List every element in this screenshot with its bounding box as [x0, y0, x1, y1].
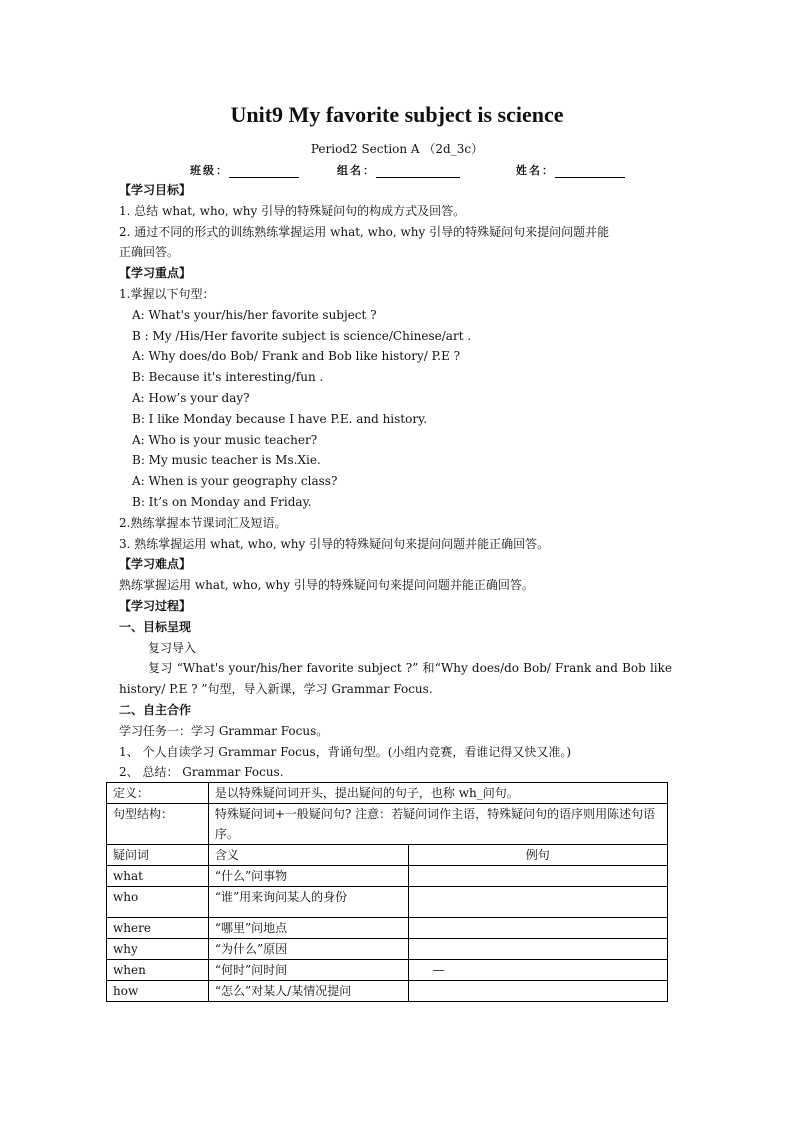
column-header: 疑问词	[107, 845, 209, 866]
page-title: Unit9 My favorite subject is science	[230, 102, 564, 127]
question-word: who	[107, 887, 209, 918]
dialog-line: B: It’s on Monday and Friday.	[132, 494, 312, 509]
dialog-line: B: My music teacher is Ms.Xie.	[132, 453, 321, 468]
word-meaning: “何时”问时间	[208, 960, 408, 981]
example-cell[interactable]	[408, 918, 668, 939]
dialog-line: A: What's your/his/her favorite subject ?	[132, 307, 377, 322]
table-row	[107, 887, 668, 918]
group-blank[interactable]	[376, 165, 460, 178]
process-heading: 【学习过程】	[119, 598, 192, 613]
structure-label: 句型结构：	[107, 804, 209, 845]
grammar-focus-table	[106, 782, 668, 1002]
dialog-line: A: When is your geography class?	[132, 474, 338, 489]
goals-heading: 【学习目标】	[119, 183, 192, 197]
dialog-line: A: Why does/do Bob/ Frank and Bob like history/ P.E ?	[132, 349, 461, 364]
table-row	[107, 960, 668, 981]
definition-label: 定义：	[107, 783, 209, 804]
table-row	[107, 866, 668, 887]
keypoints-intro: 1.掌握以下句型：	[119, 286, 215, 301]
example-cell[interactable]	[408, 939, 668, 960]
word-meaning: “怎么”对某人/某情况提问	[208, 981, 408, 1002]
difficulty-text: 熟练掌握运用 what, who, why 引导的特殊疑问句来提问问题并能正确回答。	[119, 578, 534, 593]
class-label: 班级：	[190, 164, 229, 177]
question-word: when	[107, 960, 209, 981]
table-row	[107, 918, 668, 939]
definition-text: 是以特殊疑问词开头，提出疑问的句子，也称 wh_问句。	[208, 783, 667, 804]
review-title: 复习导入	[148, 640, 197, 655]
page-subtitle: Period2 Section A （2d_3c）	[310, 142, 484, 156]
section-heading: 一、目标呈现	[119, 619, 192, 634]
table-row	[107, 981, 668, 1002]
question-word: why	[107, 939, 209, 960]
example-cell[interactable]	[408, 960, 668, 981]
question-word: where	[107, 918, 209, 939]
word-meaning: “谁”用来询问某人的身份	[208, 887, 408, 918]
question-word: how	[107, 981, 209, 1002]
goal-item: 2. 通过不同的形式的训练熟练掌握运用 what, who, why 引导的特殊疑问句来提问问题并能	[119, 224, 610, 239]
word-meaning: “什么”问事物	[208, 866, 408, 887]
column-header: 例句	[408, 845, 668, 866]
question-word: what	[107, 866, 209, 887]
student-info-row	[190, 162, 625, 178]
table-row	[107, 804, 668, 845]
dialog-line: B : My /His/Her favorite subject is science/Chinese/art .	[132, 328, 472, 343]
name-field	[516, 162, 625, 178]
name-label: 姓名：	[516, 164, 555, 177]
class-field	[190, 162, 299, 178]
task-step: 1、 个人自读学习 Grammar Focus，背诵句型。(小组内竞赛，看谁记得又快又准。)	[119, 744, 572, 759]
class-blank[interactable]	[229, 165, 299, 178]
task-step: 2、 总结： Grammar Focus.	[119, 765, 284, 780]
example-dash: —	[432, 963, 445, 977]
group-label: 组名：	[337, 164, 376, 177]
keypoints-item: 3. 熟练掌握运用 what, who, why 引导的特殊疑问句来提问问题并能正确回答。	[119, 536, 550, 551]
group-field	[337, 162, 460, 178]
review-text: history/ P.E ? ”句型，导入新课，学习 Grammar Focus.	[119, 682, 433, 697]
dialog-line: B: I like Monday because I have P.E. and history.	[132, 411, 428, 426]
section-heading: 二、自主合作	[119, 702, 192, 717]
table-row	[107, 783, 668, 804]
worksheet-body	[119, 180, 672, 783]
example-cell[interactable]	[408, 981, 668, 1002]
difficulty-heading: 【学习难点】	[119, 557, 192, 572]
keypoints-heading: 【学习重点】	[119, 266, 192, 281]
dialog-line: A: Who is your music teacher?	[132, 432, 318, 447]
column-header: 含义	[208, 845, 408, 866]
dialog-line: B: Because it's interesting/fun .	[132, 370, 324, 385]
name-blank[interactable]	[555, 165, 625, 178]
example-cell[interactable]	[408, 887, 668, 918]
table-header-row	[107, 845, 668, 866]
goal-item: 1. 总结 what, who, why 引导的特殊疑问句的构成方式及回答。	[119, 203, 466, 218]
example-cell[interactable]	[408, 866, 668, 887]
review-text: 复习 “What's your/his/her favorite subject ?” 和“Why does/do Bob/ Frank and Bob like	[148, 661, 672, 676]
task-title: 学习任务一：学习 Grammar Focus。	[119, 723, 329, 738]
dialog-line: A: How’s your day?	[132, 390, 250, 405]
goal-item: 正确回答。	[119, 245, 180, 260]
word-meaning: “哪里”问地点	[208, 918, 408, 939]
structure-text: 特殊疑问词+一般疑问句? 注意：若疑问词作主语，特殊疑问句的语序则用陈述句语序。	[208, 804, 667, 845]
keypoints-item: 2.熟练掌握本节课词汇及短语。	[119, 515, 287, 530]
table-row	[107, 939, 668, 960]
word-meaning: “为什么”原因	[208, 939, 408, 960]
